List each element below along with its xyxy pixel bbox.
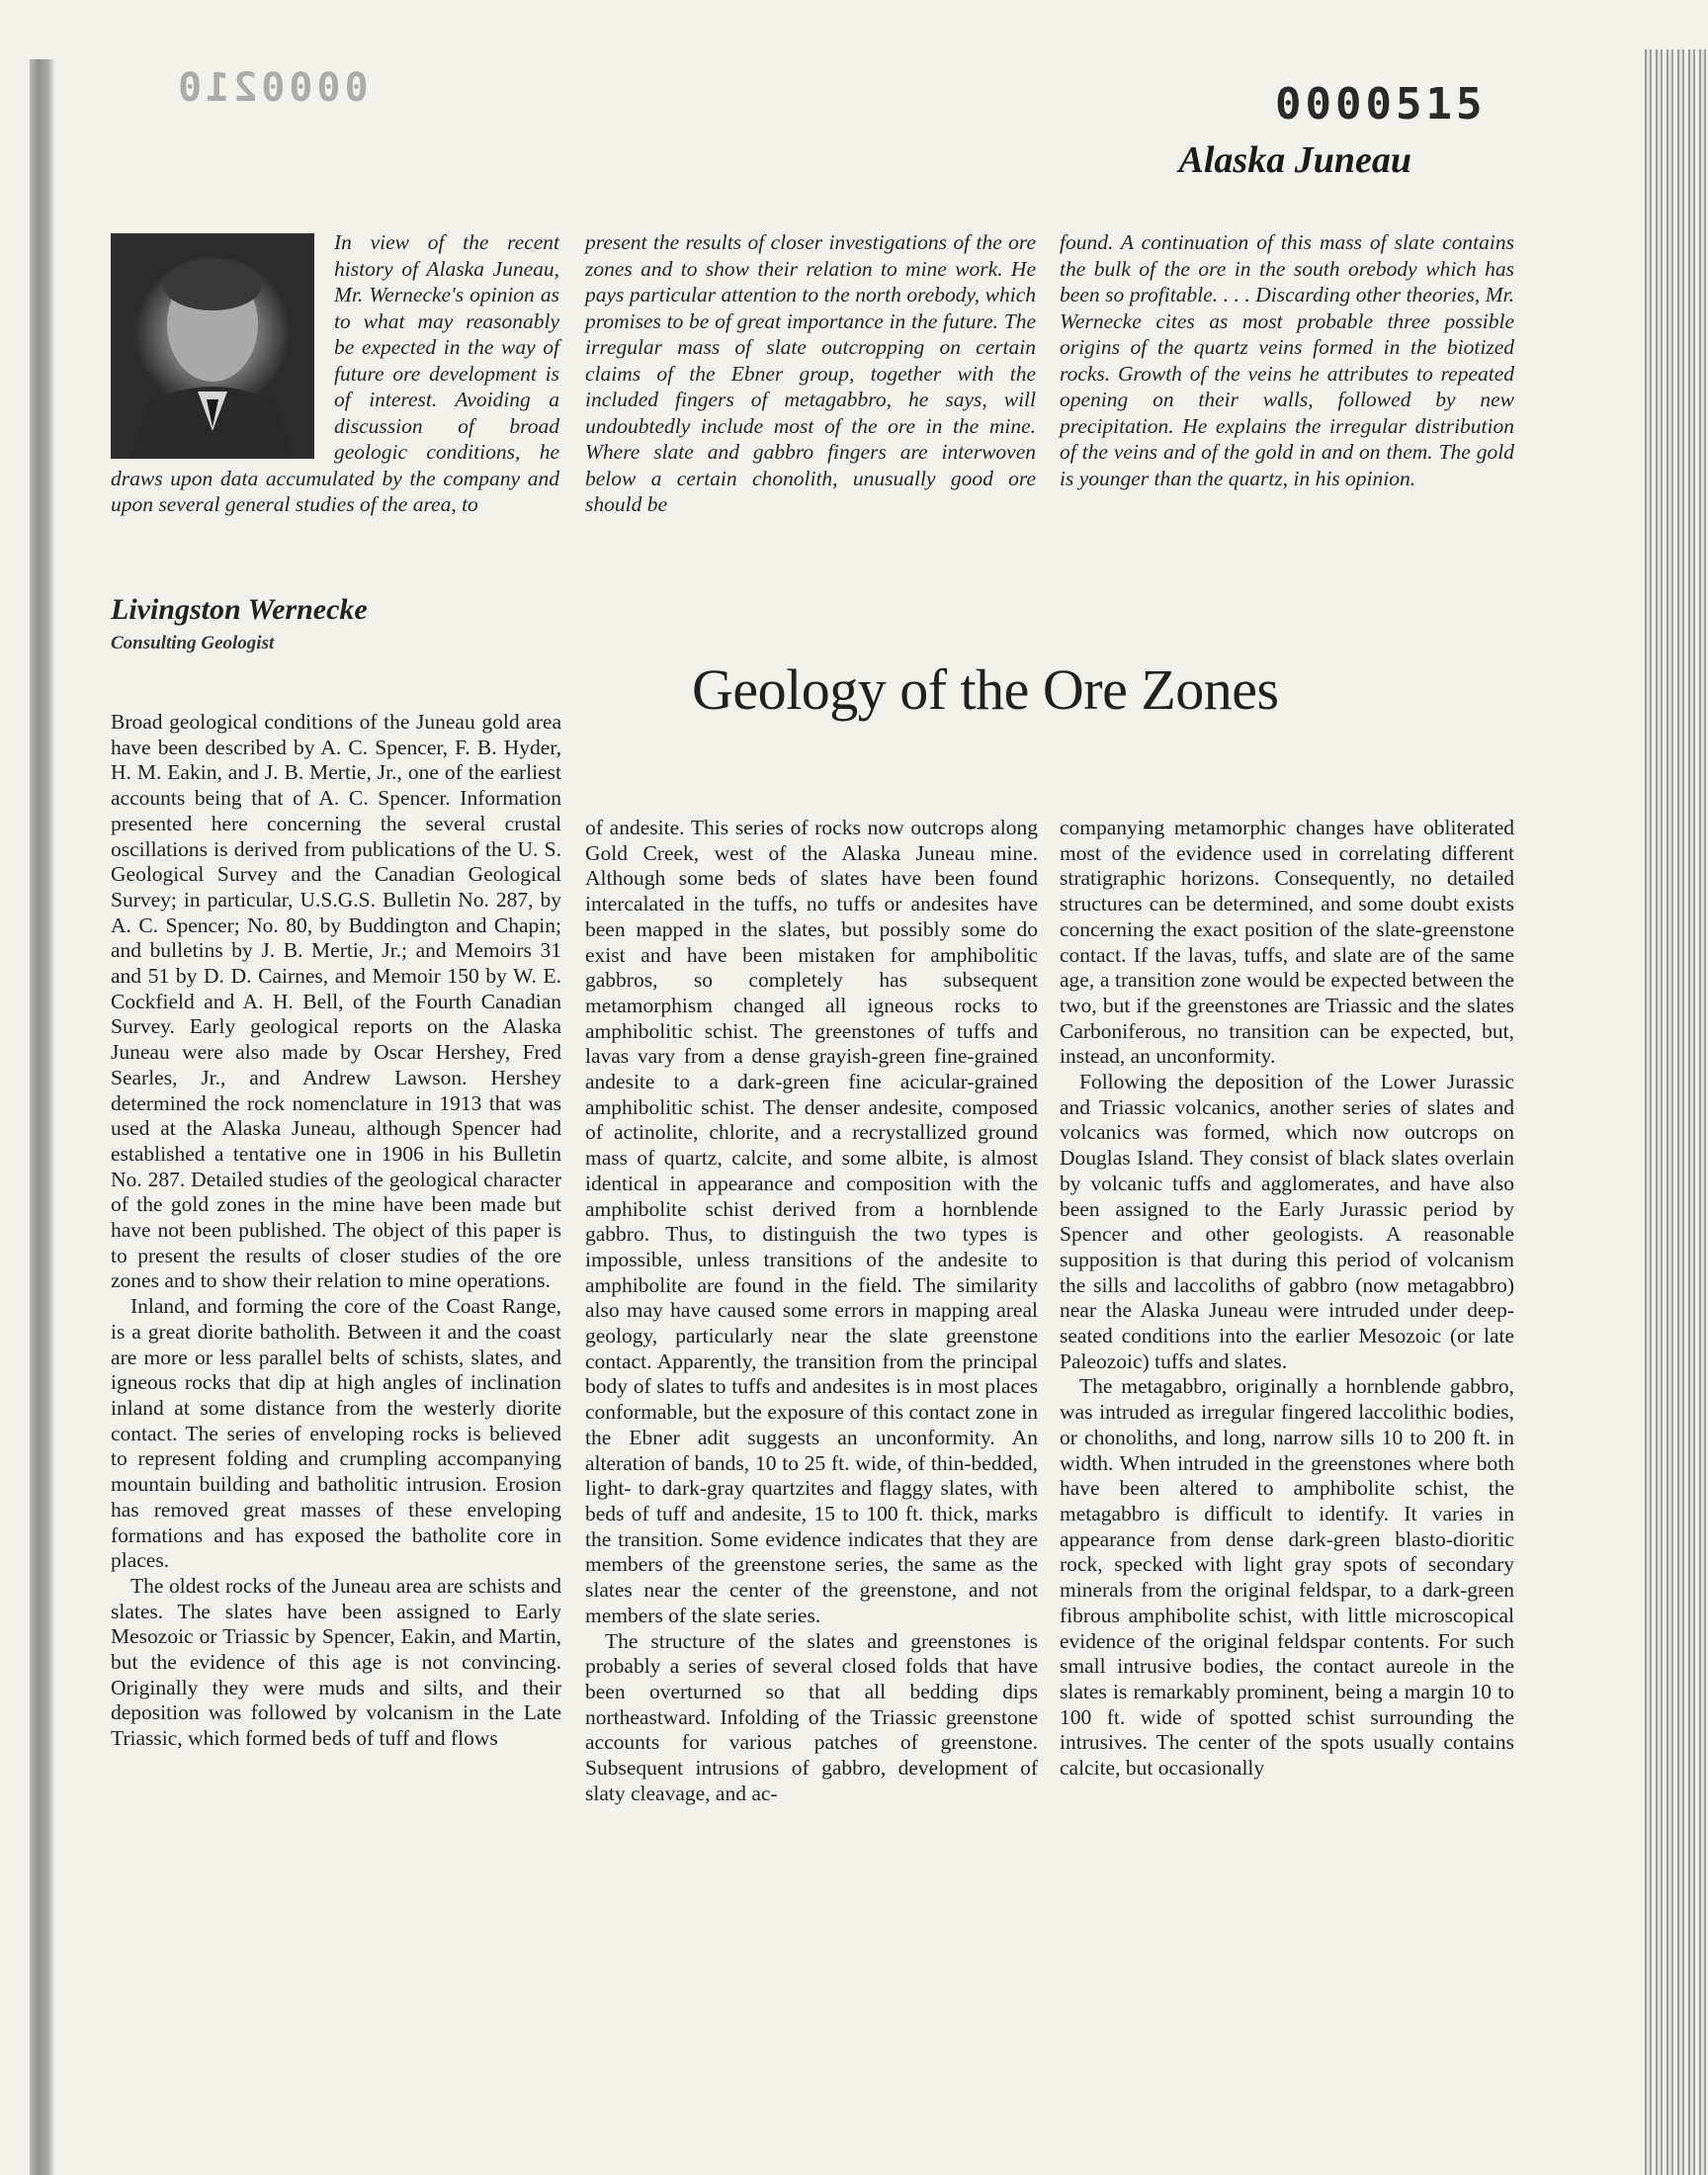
intro-column-2: present the results of closer investigations of the ore zones and to show their relation to mine work. He pays particular attention to the north orebody, which promises to be of great importance in the future. The irregular mass of slate outcropping on certain claims of the Ebner group, together with the included fingers of metagabbro, he says, will undoubtedly include most of the ore in the mine. Where slate and gabbro fingers are interwoven below a certain chonolith, unusually good ore should be <box>585 230 1036 516</box>
paragraph: The oldest rocks of the Juneau area are schists and slates. The slates have been assigned to Early Mesozoic or Triassic by Spencer, Eakin, and Martin, but the evidence of this age is not convincing. Originally they were muds and silts, and their deposition was followed by volcanism in the Late Triassic, which formed beds of tuff and flows <box>111 1573 561 1751</box>
scan-edge-left <box>30 59 55 2175</box>
author-name: Livingston Wernecke <box>111 593 368 626</box>
portrait-illustration <box>111 233 314 459</box>
intro-column-3: found. A continuation of this mass of slate contains the bulk of the ore in the south orebody which has been so profitable. . . . Discarding other theories, Mr. Wernecke cites as most probable three possible origins of the quartz veins formed in the biotized rocks. Growth of the veins he attributes to repeated opening on their walls, followed by new precipitation. He explains the irregular distribution of the veins and of the gold in and on them. The gold is younger than the quartz, in his opinion. <box>1060 230 1514 490</box>
paragraph: Following the deposition of the Lower Jurassic and Triassic volcanics, another series of slates and volcanics was formed, which now outcrops on Douglas Island. They consist of black slates overlain by volcanic tuffs and agglomerates, and have also been assigned to the Early Jurassic period by Spencer and other geologists. A reasonable supposition is that during this period of volcanism the sills and laccoliths of gabbro (now metagabbro) near the Alaska Juneau were intruded under deep-seated conditions into the earlier Mesozoic (or late Paleozoic) tuffs and slates. <box>1060 1070 1514 1373</box>
author-role: Consulting Geologist <box>111 633 275 653</box>
body-column-3 <box>1060 816 1514 1782</box>
body-column-1 <box>111 710 561 1752</box>
document-number: 0000515 <box>1275 79 1487 130</box>
section-title: Alaska Juneau <box>1178 139 1411 181</box>
paragraph: Inland, and forming the core of the Coast Range, is a great diorite batholith. Between it and the coast are more or less parallel belts of schists, slates, and igneous rocks that dip at high angles of inclination inland at some distance from the westerly diorite contact. The series of enveloping rocks is believed to represent folding and crumpling accompanying mountain building and batholitic intrusion. Erosion has removed great masses of these enveloping formations and has exposed the batholite core in places. <box>111 1294 561 1573</box>
scan-edge-right <box>1645 49 1708 2175</box>
mirrored-stamp: 0000210 <box>174 65 369 111</box>
paragraph: companying metamorphic changes have obliterated most of the evidence used in correlating different stratigraphic horizons. Consequently, no detailed structures can be determined, and some doubt exists concerning the exact position of the slate-greenstone contact. If the lavas, tuffs, and slate are of the same age, a transition zone would be expected between the two, but if the greenstones are Triassic and the slates Carboniferous, no transition can be expected, but, instead, an unconformity. <box>1060 816 1514 1069</box>
intro-column-1 <box>111 229 559 518</box>
intro-text-1: In view of the recent history of Alaska Juneau, Mr. Wernecke's opinion as to what may reasonably be expected in the way of future ore development is of interest. Avoiding a discussion of broad geologic conditions, he draws upon data accumulated by the company and upon several general studies of the area, to <box>111 230 559 516</box>
paragraph: The structure of the slates and greenstones is probably a series of several closed folds that have been overturned so that all bedding dips northeastward. Infolding of the Triassic greenstone accounts for various patches of greenstone. Subsequent intrusions of gabbro, development of slaty cleavage, and ac- <box>585 1628 1038 1805</box>
author-byline <box>111 593 368 654</box>
author-photo <box>111 233 314 459</box>
body-column-2 <box>585 816 1038 1806</box>
paragraph: of andesite. This series of rocks now outcrops along Gold Creek, west of the Alaska Juneau mine. Although some beds of slates have been found intercalated in the tuffs, no tuffs or andesites have been mapped in the slates, but possibly some do exist and have been mistaken for amphibolitic gabbros, so completely has subsequent metamorphism changed all igneous rocks to amphibolitic schist. The greenstones of tuffs and lavas vary from a dense grayish-green fine-grained andesite to a dark-green fine acicular-grained amphibolitic schist. The denser andesite, composed of actinolite, chlorite, and a recrystallized ground mass of quartz, calcite, and some albite, is almost identical in appearance and composition with the amphibolite schist derived from a hornblende gabbro. Thus, to distinguish the two types is impossible, unless transitions of the andesite to amphibolite are found in the field. The similarity also may have caused some errors in mapping areal geology, particularly near the slate greenstone contact. Apparently, the transition from the principal body of slates to tuffs and andesites is in most places conformable, but the exposure of this contact zone in the Ebner adit suggests an unconformity. An alteration of bands, 10 to 25 ft. wide, of thin-bedded, light- to dark-gray quartzites and flaggy slates, with beds of tuff and andesite, 15 to 100 ft. thick, marks the transition. Some evidence indicates that they are members of the greenstone series, the same as the slates near the center of the greenstone, and not members of the slate series. <box>585 816 1038 1627</box>
paragraph: Broad geological conditions of the Juneau gold area have been described by A. C. Spencer, F. B. Hyder, H. M. Eakin, and J. B. Mertie, Jr., one of the earliest accounts being that of A. C. Spencer. Information presented here concerning the several crustal oscillations is derived from publications of the U. S. Geological Survey and the Canadian Geological Survey; in particular, U.S.G.S. Bulletin No. 287, by A. C. Spencer; No. 80, by Buddington and Chapin; and bulletins by J. B. Mertie, Jr.; and Memoirs 31 and 51 by D. D. Cairnes, and Memoir 150 by W. E. Cockfield and A. H. Bell, of the Fourth Canadian Survey. Early geological reports on the Alaska Juneau were also made by Oscar Hershey, Fred Searles, Jr., and Andrew Lawson. Hershey determined the rock nomenclature in 1913 that was used at the Alaska Juneau, although Spencer had established a tentative one in 1906 in his Bulletin No. 287. Detailed studies of the geological character of the gold zones in the mine have been made but have not been published. The object of this paper is to present the results of closer studies of the ore zones and to show their relation to mine operations. <box>111 710 561 1293</box>
article-headline: Geology of the Ore Zones <box>692 657 1279 722</box>
paragraph: The metagabbro, originally a hornblende gabbro, was intruded as irregular fingered laccolithic bodies, or chonoliths, and long, narrow sills 10 to 200 ft. in width. When intruded in the greenstones where both have been altered to amphibolite schist, the metagabbro is difficult to identify. It varies in appearance from dense dark-green blasto-dioritic rock, specked with light gray spots of secondary minerals from the original feldspar, to a dark-green fibrous amphibolite schist, with little microscopical evidence of the original feldspar contents. For such small intrusive bodies, the contact aureole in the slates is remarkably prominent, being a margin 10 to 100 ft. wide of spotted schist surrounding the intrusives. The center of the spots usually contains calcite, but occasionally <box>1060 1374 1514 1781</box>
